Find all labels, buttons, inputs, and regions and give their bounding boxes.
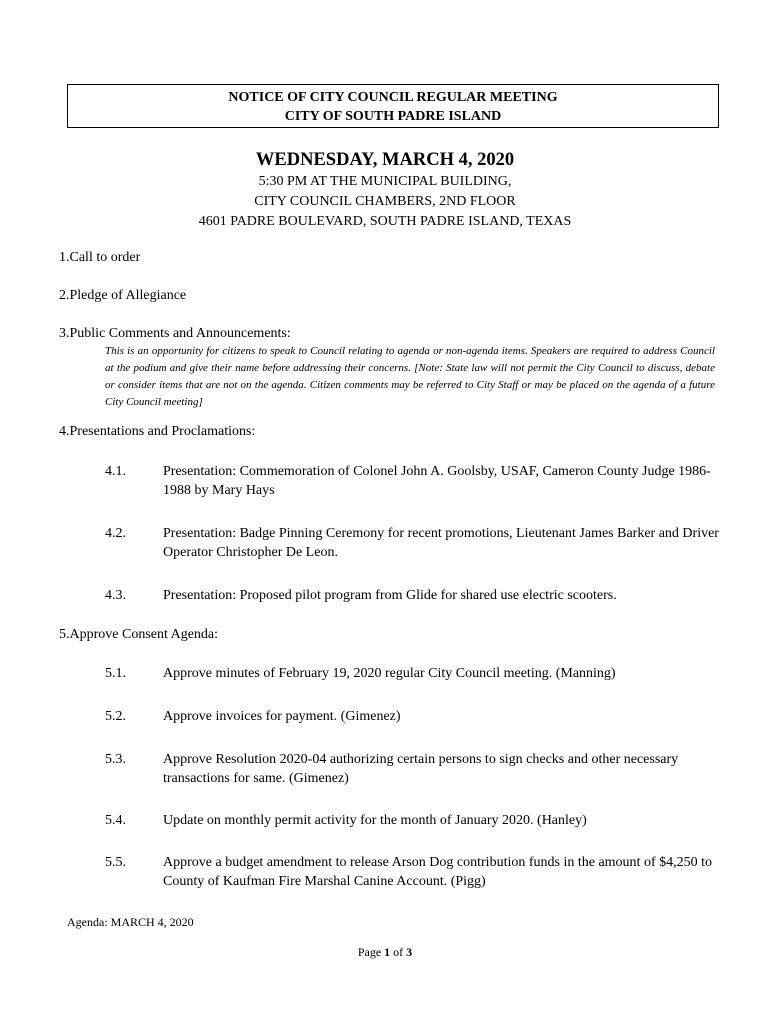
city-name: CITY OF SOUTH PADRE ISLAND <box>284 109 502 124</box>
agenda-item-call-to-order: 1.Call to order <box>59 250 141 265</box>
agenda-item-consent: 5.Approve Consent Agenda: <box>59 627 219 642</box>
item-text: Presentation: Proposed pilot program from Glide for shared use electric scooters. <box>163 588 617 603</box>
item-number: 4.3. <box>105 588 126 603</box>
item-text: Presentation: Commemoration of Colonel John A. Goolsby, USAF, Cameron County Judge 1986-1988 by Mary Hays <box>163 464 711 498</box>
public-comments-note: This is an opportunity for citizens to speak to Council relating to agenda or non-agenda items. Speakers are required to address Council at the podium and give their name before addressing their concerns. [Note: State law will not permit the City Council to discuss, debate or consider items that are not on the agenda. Citizen comments may be referred to City Staff or may be placed on the agenda of a future City Council meeting] <box>105 345 715 408</box>
notice-title: NOTICE OF CITY COUNCIL REGULAR MEETING <box>228 90 558 105</box>
item-number: 5.5. <box>105 855 126 870</box>
agenda-item-presentations: 4.Presentations and Proclamations: <box>59 424 256 439</box>
meeting-info <box>0 148 770 232</box>
item-number: 4.1. <box>105 464 126 479</box>
item-text: Approve invoices for payment. (Gimenez) <box>163 709 401 724</box>
item-text: Presentation: Badge Pinning Ceremony for recent promotions, Lieutenant James Barker and Driver Operator Christopher De Leon. <box>163 526 719 560</box>
item-number: 5.1. <box>105 666 126 681</box>
footer-agenda-date: Agenda: MARCH 4, 2020 <box>67 915 194 929</box>
page-prefix: Page <box>357 945 382 959</box>
meeting-address: 4601 PADRE BOULEVARD, SOUTH PADRE ISLAND, TEXAS <box>198 214 572 229</box>
item-number: 5.2. <box>105 709 126 724</box>
item-text: Approve minutes of February 19, 2020 regular City Council meeting. (Manning) <box>163 666 616 681</box>
meeting-room: CITY COUNCIL CHAMBERS, 2ND FLOOR <box>254 194 516 209</box>
page-current: 1 <box>384 945 391 959</box>
item-number: 4.2. <box>105 526 126 541</box>
item-text: Approve Resolution 2020-04 authorizing certain persons to sign checks and other necessary transactions for same. (Gimenez) <box>163 752 679 786</box>
page-number <box>0 945 770 960</box>
item-number: 5.3. <box>105 752 126 767</box>
item-number: 5.4. <box>105 813 126 828</box>
page-total: 3 <box>406 945 413 959</box>
item-text: Update on monthly permit activity for the month of January 2020. (Hanley) <box>163 813 587 828</box>
meeting-time-place: 5:30 PM AT THE MUNICIPAL BUILDING, <box>258 174 512 189</box>
agenda-item-pledge: 2.Pledge of Allegiance <box>59 288 187 303</box>
meeting-date: WEDNESDAY, MARCH 4, 2020 <box>255 150 515 170</box>
page-of: of <box>393 945 404 959</box>
agenda-item-public-comments: 3.Public Comments and Announcements: <box>59 326 291 341</box>
notice-header-box <box>67 84 719 128</box>
item-text: Approve a budget amendment to release Arson Dog contribution funds in the amount of $4,250 to County of Kaufman Fire Marshal Canine Account. (Pigg) <box>163 855 713 889</box>
